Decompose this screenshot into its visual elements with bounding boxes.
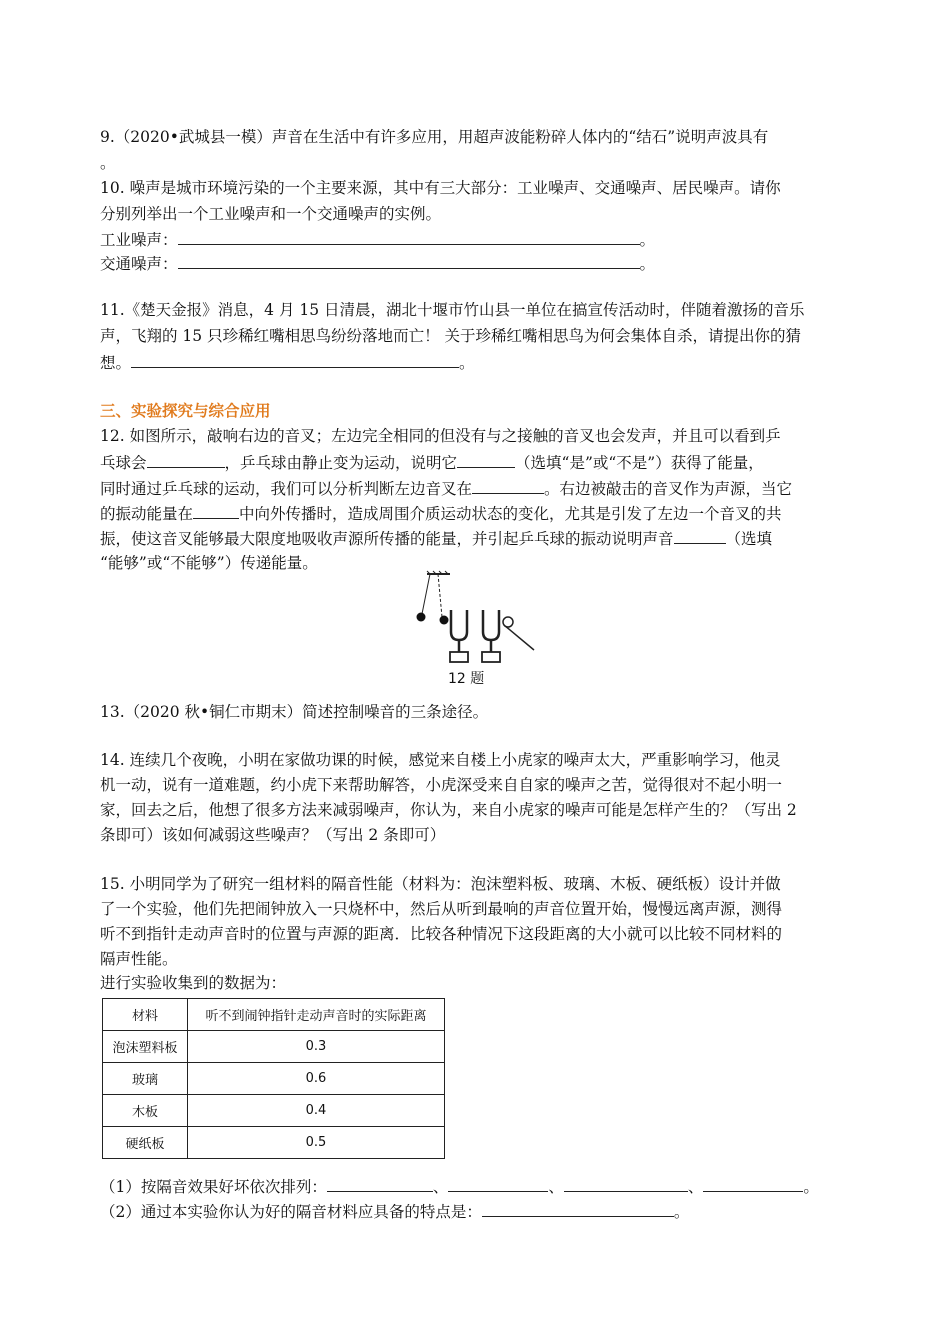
q15-line3: 听不到指针走动声音时的位置与声源的距离．比较各种情况下这段距离的大小就可以比较不同材料的 <box>100 925 783 943</box>
q12-line6: “能够”或“不能够”）传递能量。 <box>100 554 318 572</box>
q12-line2: 乓球会 ，乒乓球由静止变为运动，说明它 （选填“是”或“不是”）获得了能量， <box>100 449 764 476</box>
table-cell: 0.3 <box>188 1031 445 1063</box>
q10-line2: 分别列举出一个工业噪声和一个交通噪声的实例。 <box>100 205 442 223</box>
pingpong-ball-icon <box>417 613 426 622</box>
q14-line2: 机一动，说有一道难题，约小虎下来帮助解答，小虎深受来自自家的噪声之苦，觉得很对不起小明一 <box>100 776 783 794</box>
q12-blank-4[interactable] <box>193 500 239 519</box>
q12-line1: 12. 如图所示，敲响右边的音叉；左边完全相同的但没有与之接触的音叉也会发声，并且可以看到乒 <box>100 427 781 445</box>
q11-line1: 11.《楚天金报》消息，4 月 15 日清晨，湖北十堰市竹山县一单位在搞宣传活动时，伴随着激扬的音乐 <box>100 301 805 319</box>
q15-line2: 了一个实验，他们先把闹钟放入一只烧杯中，然后从听到最响的声音位置开始，慢慢远离声源，测得 <box>100 900 783 918</box>
table-cell: 木板 <box>103 1095 188 1127</box>
q15-line1: 15. 小明同学为了研究一组材料的隔音性能（材料为：泡沫塑料板、玻璃、木板、硬纸板）设计并做 <box>100 875 781 893</box>
traffic-noise-blank[interactable] <box>178 250 640 269</box>
tuning-fork-illustration <box>410 570 545 670</box>
table-cell: 泡沫塑料板 <box>103 1031 188 1063</box>
table-cell: 0.5 <box>188 1127 445 1159</box>
q9-line1: 9.（2020•武城县一模）声音在生活中有许多应用，用超声波能粉碎人体内的“结石”说明声波具有 <box>100 128 769 146</box>
q15-line5: 进行实验收集到的数据为： <box>100 974 287 992</box>
table-row <box>103 1095 445 1127</box>
table-header: 材料 <box>103 999 188 1031</box>
table-header: 听不到闹钟指针走动声音时的实际距离 <box>188 999 445 1031</box>
table-cell: 0.6 <box>188 1063 445 1095</box>
rank-blank-4[interactable] <box>703 1173 803 1192</box>
q15-sub1: （1）按隔音效果好坏依次排列： 、 、 、 。 <box>100 1173 819 1200</box>
industrial-noise-label: 工业噪声： <box>100 231 178 249</box>
table-row <box>103 1063 445 1095</box>
q10-line1: 10. 噪声是城市环境污染的一个主要来源，其中有三大部分：工业噪声、交通噪声、居民噪声。请你 <box>100 179 781 197</box>
q12-blank-5[interactable] <box>674 525 726 544</box>
table-cell: 0.4 <box>188 1095 445 1127</box>
table-cell: 玻璃 <box>103 1063 188 1095</box>
data-table <box>102 998 445 1159</box>
q11-line2: 声，飞翔的 15 只珍稀红嘴相思鸟纷纷落地而亡！ 关于珍稀红嘴相思鸟为何会集体自杀，请提出你的猜 <box>100 327 802 345</box>
q12-blank-2[interactable] <box>457 449 515 468</box>
q11-line3: 想。 。 <box>100 349 475 376</box>
section-title: 三、实验探究与综合应用 <box>100 402 271 420</box>
q10-traffic-row: 交通噪声： 。 <box>100 250 655 277</box>
q15-line4: 隔声性能。 <box>100 950 178 968</box>
q14-line1: 14. 连续几个夜晚，小明在家做功课的时候，感觉来自楼上小虎家的噪声太大，严重影响学习，他灵 <box>100 751 781 769</box>
q10-industrial-row: 工业噪声： 。 <box>100 226 655 253</box>
rank-blank-3[interactable] <box>564 1173 688 1192</box>
q12-line4: 的振动能量在 中向外传播时，造成周围介质运动状态的变化，尤其是引发了左边一个音叉的共 <box>100 500 782 527</box>
table-cell: 硬纸板 <box>103 1127 188 1159</box>
feature-blank[interactable] <box>482 1198 674 1217</box>
q12-line5: 振，使这音叉能够最大限度地吸收声源所传播的能量，并引起乒乓球的振动说明声音 （选填 <box>100 525 772 552</box>
q12-line3: 同时通过乒乓球的运动，我们可以分析判断左边音叉在 。右边被敲击的音叉作为声源，当它 <box>100 475 792 502</box>
q12-blank-1[interactable] <box>147 449 225 468</box>
rank-blank-1[interactable] <box>327 1173 433 1192</box>
rank-blank-2[interactable] <box>448 1173 548 1192</box>
q11-guess-blank[interactable] <box>131 349 459 368</box>
q12-blank-3[interactable] <box>472 475 544 494</box>
table-row <box>103 1127 445 1159</box>
q14-line3: 家，回去之后，他想了很多方法来减弱噪声，你认为，来自小虎家的噪声可能是怎样产生的？（写出 2 <box>100 801 797 819</box>
q15-sub2: （2）通过本实验你认为好的隔音材料应具备的特点是： 。 <box>100 1198 689 1225</box>
traffic-noise-label: 交通噪声： <box>100 255 178 273</box>
q14-line4: 条即可）该如何减弱这些噪声？（写出 2 条即可） <box>100 826 446 844</box>
q9-line2: 。 <box>100 154 116 172</box>
mallet-icon <box>503 617 513 627</box>
table-row <box>103 1031 445 1063</box>
industrial-noise-blank[interactable] <box>178 226 640 245</box>
table-header-row <box>103 999 445 1031</box>
figure-caption: 12 题 <box>448 671 485 687</box>
q13-text: 13.（2020 秋•铜仁市期末）简述控制噪音的三条途径。 <box>100 703 489 721</box>
